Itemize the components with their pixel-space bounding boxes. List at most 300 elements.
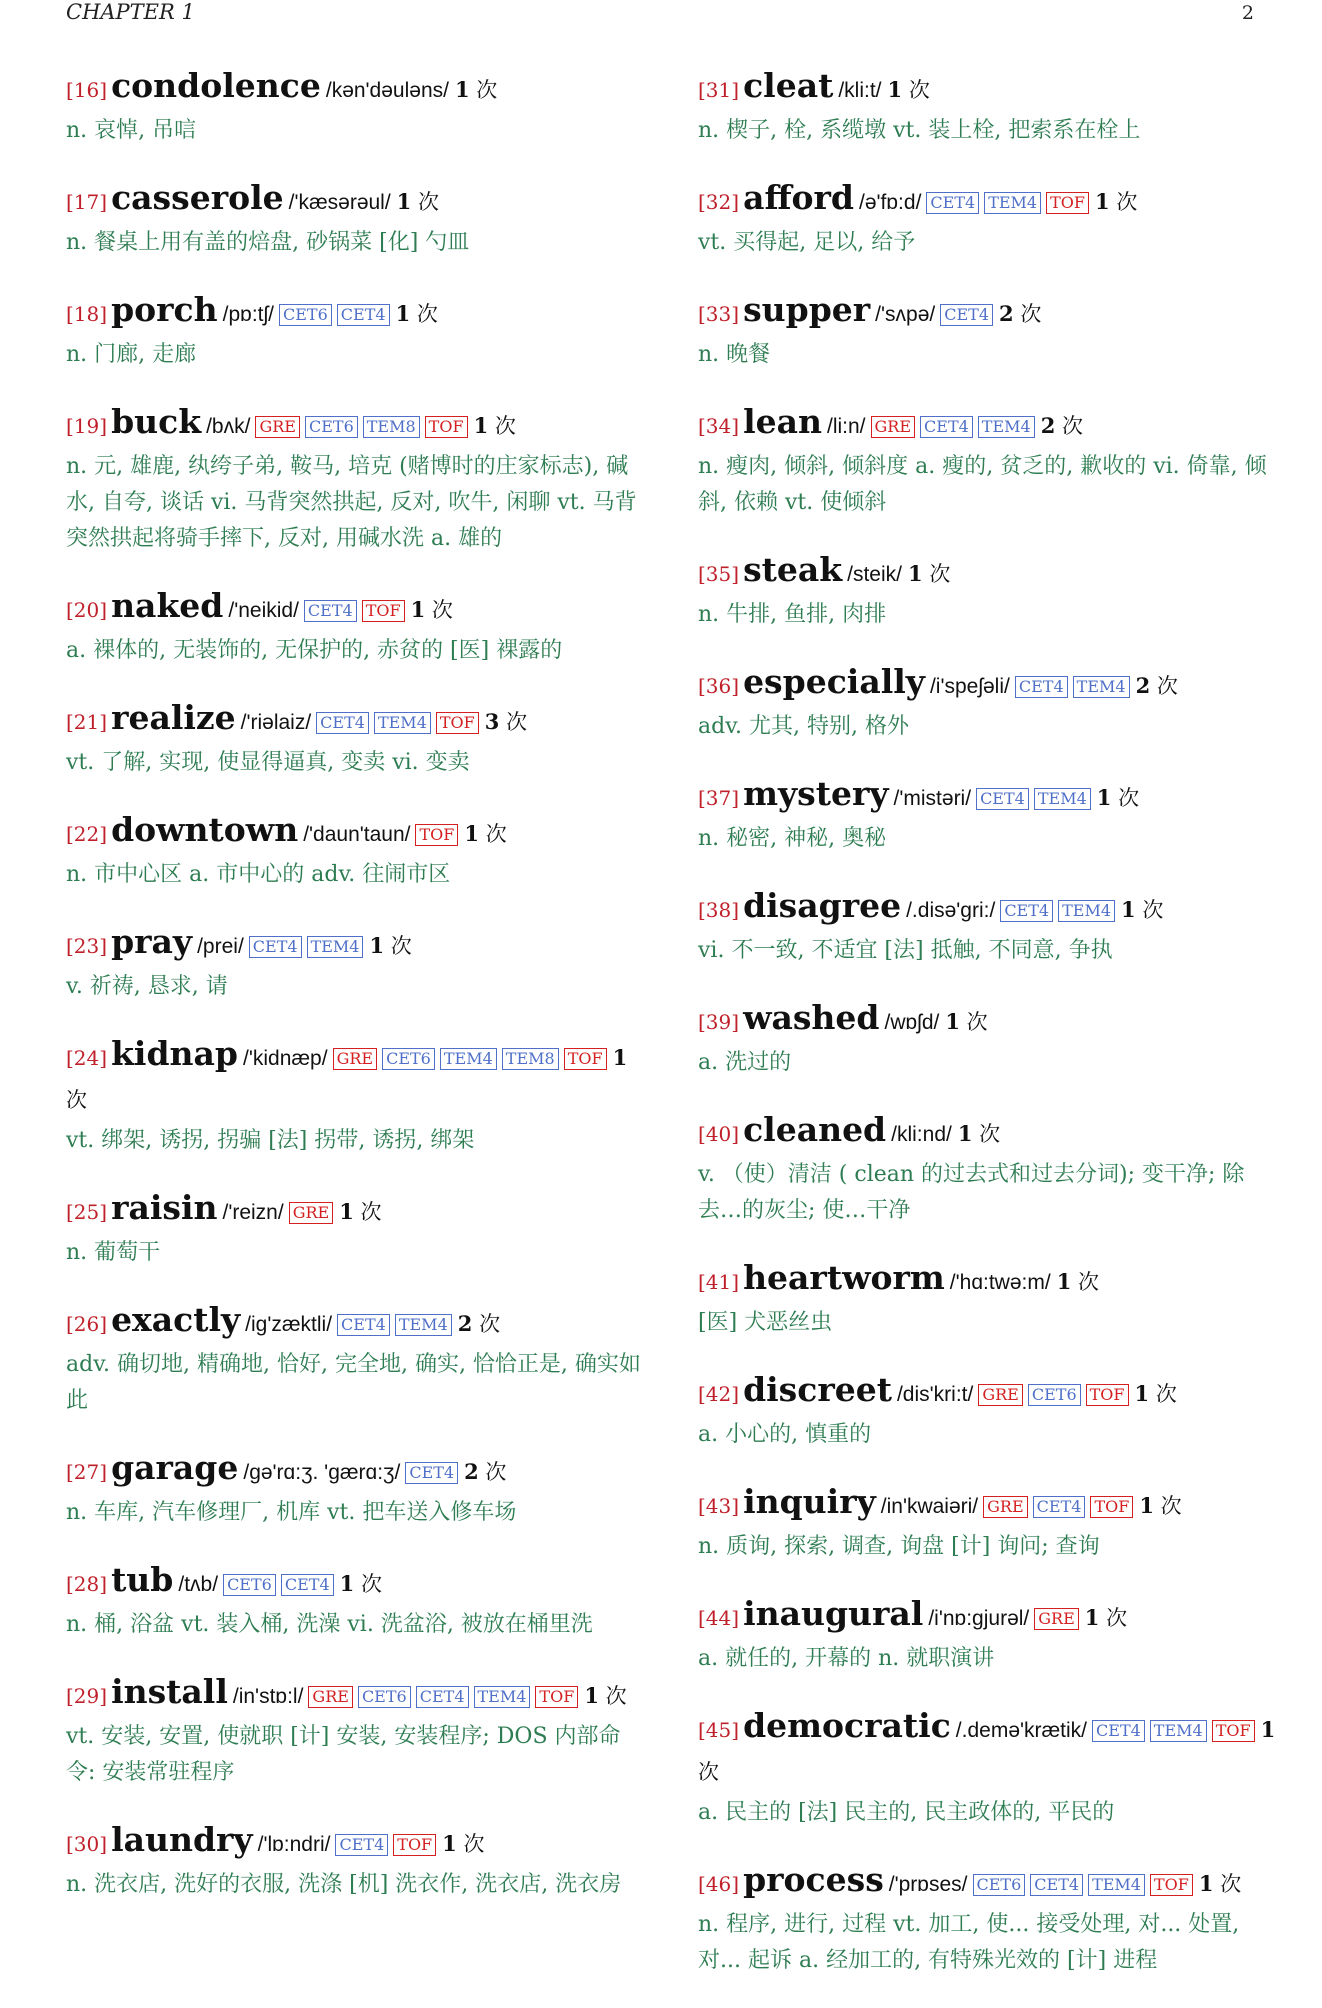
exam-tag: TEM4 (395, 1314, 452, 1336)
frequency-count (1041, 414, 1083, 438)
frequency-number: 2 (464, 1459, 479, 1484)
definition: n. 元, 雄鹿, 纨绔子弟, 鞍马, 培克 (赌博时的庄家标志), 碱水, 自夸, 谈话 vi. 马背突然拱起, 反对, 吹牛, 闲聊 vt. 马背突然拱起将骑手摔下, 反对, 用碱水洗 a. 雄的 (66, 454, 637, 551)
running-head: CHAPTER 1 (66, 0, 195, 24)
frequency-number: 1 (1134, 1381, 1150, 1406)
definition: n. 洗衣店, 洗好的衣服, 洗涤 [机] 洗衣作, 洗衣店, 洗衣房 (66, 1872, 622, 1897)
exam-tag: CET4 (335, 1834, 388, 1856)
vocab-entry (66, 66, 644, 149)
exam-tag: GRE (333, 1048, 378, 1070)
entry-number: [42] (698, 1382, 740, 1406)
entry-number: [16] (66, 78, 108, 102)
exam-tag: CET4 (249, 936, 302, 958)
entry-headline (66, 66, 644, 112)
entry-headline (66, 1300, 644, 1346)
pronunciation: /kən'dəuləns/ (325, 79, 449, 102)
entry-headline (66, 1448, 644, 1494)
frequency-unit: 次 (966, 1010, 988, 1034)
vocab-entry (66, 1300, 644, 1419)
pronunciation: /.demə'krætik/ (955, 1719, 1088, 1742)
entry-headline (698, 998, 1276, 1044)
frequency-unit: 次 (417, 190, 439, 214)
exam-tag: CET4 (926, 192, 979, 214)
vocab-entry (66, 922, 644, 1005)
frequency-number: 3 (484, 709, 500, 734)
frequency-count (442, 1832, 484, 1856)
entry-number: [29] (66, 1684, 108, 1708)
headword: supper (743, 290, 871, 329)
exam-tag: CET6 (279, 304, 332, 326)
exam-tag: TOF (415, 824, 458, 846)
frequency-unit: 次 (360, 1572, 382, 1596)
headword: especially (743, 662, 925, 701)
exam-tag: GRE (1034, 1608, 1079, 1630)
vocab-entry (698, 1482, 1276, 1565)
frequency-number: 1 (442, 1831, 457, 1856)
exam-tag: CET4 (304, 600, 357, 622)
exam-tag: TEM4 (474, 1686, 531, 1708)
frequency-count (458, 1312, 500, 1336)
entry-headline (698, 550, 1276, 596)
definition: v. （使）清洁 ( clean 的过去式和过去分词); 变干净; 除去…的灰尘; 使…干净 (698, 1162, 1245, 1223)
entry-headline (698, 178, 1276, 224)
frequency-count (1135, 1382, 1177, 1406)
frequency-number: 1 (1056, 1269, 1072, 1294)
entry-number: [46] (698, 1872, 740, 1896)
exam-tag: TOF (436, 712, 479, 734)
pronunciation: /in'kwaiəri/ (880, 1495, 979, 1518)
definition: vi. 不一致, 不适宜 [法] 抵触, 不同意, 争执 (698, 938, 1113, 963)
headword: washed (743, 998, 880, 1037)
right-column (698, 66, 1276, 2008)
frequency-count (1057, 1270, 1099, 1294)
entry-headline (66, 178, 644, 224)
vocab-entry (698, 1594, 1276, 1677)
definition: n. 车库, 汽车修理厂, 机库 vt. 把车送入修车场 (66, 1500, 517, 1525)
entry-number: [28] (66, 1572, 108, 1596)
pronunciation: /wɒʃd/ (884, 1011, 940, 1034)
pronunciation: /'riəlaiz/ (240, 711, 312, 734)
entry-headline (698, 1706, 1276, 1794)
headword: downtown (111, 810, 299, 849)
headword: casserole (111, 178, 284, 217)
entry-number: [35] (698, 562, 740, 586)
definition: n. 晚餐 (698, 342, 771, 367)
frequency-unit: 次 (1078, 1270, 1099, 1294)
frequency-count (1199, 1872, 1241, 1896)
frequency-number: 2 (999, 301, 1014, 326)
vocab-entry (66, 586, 644, 669)
definition: n. 牛排, 鱼排, 肉排 (698, 602, 887, 627)
entry-number: [25] (66, 1200, 108, 1224)
exam-tag: TOF (564, 1048, 607, 1070)
frequency-count (485, 710, 527, 734)
exam-tag: TEM4 (984, 192, 1041, 214)
frequency-number: 1 (945, 1009, 960, 1034)
frequency-count (339, 1200, 381, 1224)
definition: n. 桶, 浴盆 vt. 装入桶, 洗澡 vi. 洗盆浴, 被放在桶里洗 (66, 1612, 593, 1637)
frequency-count (908, 562, 950, 586)
entry-number: [34] (698, 414, 740, 438)
entry-number: [33] (698, 302, 740, 326)
definition: vt. 买得起, 足以, 给予 (698, 230, 916, 255)
exam-tag: CET4 (405, 1462, 458, 1484)
vocab-entry (698, 998, 1276, 1081)
definition: vt. 了解, 实现, 使显得逼真, 变卖 vi. 变卖 (66, 750, 470, 775)
pronunciation: /ig'zæktli/ (245, 1313, 333, 1336)
headword: disagree (743, 886, 902, 925)
exam-tag: CET4 (1000, 900, 1053, 922)
entry-number: [38] (698, 898, 740, 922)
exam-tag: TOF (535, 1686, 578, 1708)
exam-tag: TEM8 (502, 1048, 559, 1070)
entry-number: [17] (66, 190, 108, 214)
vocab-entry (698, 402, 1276, 521)
exam-tag: CET6 (382, 1048, 435, 1070)
pronunciation: /i'speʃəli/ (929, 675, 1010, 698)
entry-headline (698, 66, 1276, 112)
frequency-count (455, 78, 497, 102)
frequency-unit: 次 (1220, 1872, 1242, 1896)
vocab-entry (66, 1672, 644, 1791)
frequency-number: 1 (1121, 897, 1136, 922)
vocab-entry (698, 290, 1276, 373)
headword: buck (111, 402, 202, 441)
frequency-number: 1 (1260, 1717, 1276, 1742)
exam-tag: CET4 (1092, 1720, 1145, 1742)
frequency-unit: 次 (1020, 302, 1042, 326)
frequency-unit: 次 (416, 302, 438, 326)
frequency-unit: 次 (485, 1460, 507, 1484)
entry-headline (66, 698, 644, 744)
headword: lean (743, 402, 822, 441)
exam-tag: CET6 (358, 1686, 411, 1708)
vocab-entry (66, 1188, 644, 1271)
entry-headline (698, 402, 1276, 448)
entry-number: [36] (698, 674, 740, 698)
vocab-entry (698, 1370, 1276, 1453)
exam-tag: TOF (1150, 1874, 1193, 1896)
vocab-entry (66, 1820, 644, 1903)
headword: democratic (743, 1706, 951, 1745)
frequency-unit: 次 (1142, 898, 1164, 922)
vocab-entry (698, 774, 1276, 857)
exam-tag: CET4 (281, 1574, 334, 1596)
pronunciation: /'reizn/ (222, 1201, 284, 1224)
frequency-count (464, 1460, 506, 1484)
entry-number: [31] (698, 78, 740, 102)
exam-tag: CET6 (223, 1574, 276, 1596)
frequency-count (1095, 190, 1137, 214)
frequency-number: 1 (908, 561, 923, 586)
entry-number: [26] (66, 1312, 108, 1336)
entry-number: [45] (698, 1718, 740, 1742)
pronunciation: /ə'fɒ:d/ (859, 191, 922, 214)
entry-headline (698, 774, 1276, 820)
entry-number: [19] (66, 414, 108, 438)
entry-headline (698, 1258, 1276, 1304)
frequency-number: 1 (957, 1121, 973, 1146)
headword: discreet (743, 1370, 892, 1409)
frequency-unit: 次 (1155, 1382, 1177, 1406)
frequency-count (397, 190, 439, 214)
definition: n. 楔子, 栓, 系缆墩 vt. 装上栓, 把索系在栓上 (698, 118, 1141, 143)
pronunciation: /kli:nd/ (891, 1123, 952, 1146)
entry-number: [27] (66, 1460, 108, 1484)
pronunciation: /li:n/ (826, 415, 866, 438)
entry-headline (698, 1370, 1276, 1416)
headword: heartworm (743, 1258, 945, 1297)
pronunciation: /bʌk/ (206, 415, 251, 438)
headword: inquiry (743, 1482, 876, 1521)
entry-headline (698, 290, 1276, 336)
exam-tag: CET4 (337, 1314, 390, 1336)
frequency-count (369, 934, 411, 958)
entry-headline (66, 1034, 644, 1122)
frequency-number: 1 (473, 413, 489, 438)
definition: n. 哀悼, 吊唁 (66, 118, 197, 143)
pronunciation: /.disə'gri:/ (906, 899, 996, 922)
pronunciation: /'hɑ:twə:m/ (949, 1271, 1051, 1294)
headword: cleaned (743, 1110, 887, 1149)
definition: adv. 确切地, 精确地, 恰好, 完全地, 确实, 恰恰正是, 确实如此 (66, 1352, 641, 1413)
exam-tag: CET4 (316, 712, 369, 734)
entry-number: [43] (698, 1494, 740, 1518)
vocab-entry (698, 1706, 1276, 1831)
frequency-count (1139, 1494, 1181, 1518)
headword: raisin (111, 1188, 218, 1227)
pronunciation: /'sʌpə/ (875, 303, 936, 326)
headword: inaugural (743, 1594, 924, 1633)
exam-tag: TEM4 (1073, 676, 1130, 698)
exam-tag: CET4 (920, 416, 973, 438)
entry-number: [37] (698, 786, 740, 810)
definition: vt. 绑架, 诱拐, 拐骗 [法] 拐带, 诱拐, 绑架 (66, 1128, 475, 1153)
entry-headline (698, 1482, 1276, 1528)
vocab-entry (66, 698, 644, 781)
frequency-unit: 次 (605, 1684, 627, 1708)
frequency-number: 1 (1084, 1605, 1100, 1630)
exam-tag: CET4 (940, 304, 993, 326)
exam-tag: TEM4 (440, 1048, 497, 1070)
frequency-number: 1 (395, 301, 411, 326)
exam-tag: GRE (983, 1496, 1028, 1518)
exam-tag: CET4 (976, 788, 1029, 810)
pronunciation: /prei/ (197, 935, 244, 958)
headword: afford (743, 178, 855, 217)
definition: n. 门廊, 走廊 (66, 342, 197, 367)
frequency-number: 1 (454, 77, 470, 102)
frequency-number: 2 (1040, 413, 1056, 438)
frequency-count (888, 78, 930, 102)
definition: v. 祈祷, 恳求, 请 (66, 974, 228, 999)
exam-tag: TOF (362, 600, 405, 622)
exam-tag: CET4 (416, 1686, 469, 1708)
pronunciation: /'prɒses/ (888, 1873, 968, 1896)
definition: a. 洗过的 (698, 1050, 792, 1075)
exam-tag: TOF (1090, 1496, 1133, 1518)
frequency-unit: 次 (1106, 1606, 1128, 1630)
entry-number: [39] (698, 1010, 740, 1034)
headword: garage (111, 1448, 239, 1487)
frequency-number: 1 (1096, 785, 1112, 810)
definition: adv. 尤其, 特别, 格外 (698, 714, 909, 739)
entry-headline (66, 810, 644, 856)
frequency-number: 1 (369, 933, 385, 958)
definition: n. 程序, 进行, 过程 vt. 加工, 使... 接受处理, 对... 处置, 对... 起诉 a. 经加工的, 有特殊光效的 [计] 进程 (698, 1912, 1240, 1973)
exam-tag: GRE (289, 1202, 334, 1224)
exam-tag: TEM4 (1150, 1720, 1207, 1742)
headword: process (743, 1860, 884, 1899)
exam-tag: CET4 (1030, 1874, 1083, 1896)
exam-tag: TOF (1086, 1384, 1129, 1406)
entry-headline (698, 886, 1276, 932)
definition: n. 葡萄干 (66, 1240, 161, 1265)
headword: pray (111, 922, 193, 961)
pronunciation: /'kidnæp/ (243, 1047, 328, 1070)
headword: kidnap (111, 1034, 238, 1073)
pronunciation: /in'stɒ:l/ (232, 1685, 304, 1708)
vocab-entry (66, 1034, 644, 1159)
headword: naked (111, 586, 224, 625)
exam-tag: GRE (978, 1384, 1023, 1406)
entry-headline (66, 586, 644, 632)
vocab-entry (698, 1258, 1276, 1341)
frequency-unit: 次 (494, 414, 516, 438)
vocab-entry (66, 290, 644, 373)
vocab-entry (698, 662, 1276, 745)
entry-headline (66, 922, 644, 968)
exam-tag: GRE (308, 1686, 353, 1708)
frequency-count (584, 1684, 626, 1708)
vocab-entry (698, 886, 1276, 969)
pronunciation: /pɒ:tʃ/ (222, 303, 274, 326)
pronunciation: /tʌb/ (178, 1573, 219, 1596)
pronunciation: /'lɒ:ndri/ (257, 1833, 331, 1856)
frequency-unit: 次 (390, 934, 412, 958)
definition: vt. 安装, 安置, 使就职 [计] 安装, 安装程序; DOS 内部命令: 安装常驻程序 (66, 1724, 621, 1785)
headword: mystery (743, 774, 889, 813)
definition: n. 餐桌上用有盖的焙盘, 砂锅菜 [化] 勺皿 (66, 230, 470, 255)
definition: a. 裸体的, 无装饰的, 无保护的, 赤贫的 [医] 裸露的 (66, 638, 563, 663)
vocab-entry (698, 1110, 1276, 1229)
frequency-number: 1 (1139, 1493, 1154, 1518)
entry-headline (698, 1594, 1276, 1640)
exam-tag: TEM4 (1058, 900, 1115, 922)
exam-tag: GRE (871, 416, 916, 438)
entry-number: [24] (66, 1046, 108, 1070)
pronunciation: /'kæsərəul/ (288, 191, 391, 214)
vocab-entry (698, 178, 1276, 261)
frequency-count (340, 1572, 382, 1596)
entry-headline (66, 1560, 644, 1606)
frequency-unit: 次 (476, 78, 498, 102)
exam-tag: CET4 (1015, 676, 1068, 698)
exam-tag: CET6 (305, 416, 358, 438)
frequency-unit: 次 (929, 562, 951, 586)
entry-headline (66, 402, 644, 448)
entry-headline (66, 290, 644, 336)
entry-number: [20] (66, 598, 108, 622)
entry-number: [32] (698, 190, 740, 214)
frequency-count (1097, 786, 1139, 810)
headword: cleat (743, 66, 834, 105)
frequency-number: 2 (457, 1311, 473, 1336)
frequency-unit: 次 (908, 78, 930, 102)
frequency-unit: 次 (66, 1088, 87, 1112)
headword: condolence (111, 66, 321, 105)
entry-headline (66, 1820, 644, 1866)
vocab-entry (698, 66, 1276, 149)
frequency-number: 1 (339, 1199, 354, 1224)
entry-headline (66, 1672, 644, 1718)
vocab-entry (698, 1860, 1276, 1979)
headword: tub (111, 1560, 174, 1599)
entry-number: [23] (66, 934, 108, 958)
exam-tag: TOF (1046, 192, 1089, 214)
entry-number: [21] (66, 710, 108, 734)
frequency-unit: 次 (1116, 190, 1138, 214)
frequency-number: 1 (464, 821, 479, 846)
frequency-count (474, 414, 516, 438)
frequency-number: 1 (887, 77, 903, 102)
vocab-entry (66, 1448, 644, 1531)
exam-tag: TEM4 (1088, 1874, 1145, 1896)
exam-tag: TEM8 (363, 416, 420, 438)
entry-number: [44] (698, 1606, 740, 1630)
definition: a. 就任的, 开幕的 n. 就职演讲 (698, 1646, 995, 1671)
exam-tag: TEM4 (978, 416, 1035, 438)
frequency-number: 1 (396, 189, 412, 214)
exam-tag: GRE (255, 416, 300, 438)
definition: a. 民主的 [法] 民主的, 民主政体的, 平民的 (698, 1800, 1115, 1825)
entry-number: [41] (698, 1270, 740, 1294)
headword: install (111, 1672, 228, 1711)
frequency-unit: 次 (1160, 1494, 1182, 1518)
frequency-number: 1 (584, 1683, 599, 1708)
vocab-entry (66, 1560, 644, 1643)
pronunciation: /'mistəri/ (893, 787, 972, 810)
entry-headline (698, 1860, 1276, 1906)
exam-tag: TEM4 (1034, 788, 1091, 810)
page-number: 2 (1241, 2, 1254, 24)
frequency-unit: 次 (979, 1122, 1001, 1146)
exam-tag: TOF (393, 1834, 436, 1856)
frequency-unit: 次 (431, 598, 453, 622)
exam-tag: TEM4 (307, 936, 364, 958)
headword: steak (743, 550, 843, 589)
frequency-count (1085, 1606, 1127, 1630)
pronunciation: /i'nɒ:gjurəl/ (928, 1607, 1030, 1630)
vocab-entry (66, 178, 644, 261)
pronunciation: /'neikid/ (228, 599, 299, 622)
frequency-count (464, 822, 506, 846)
frequency-unit: 次 (1062, 414, 1084, 438)
entry-number: [22] (66, 822, 108, 846)
frequency-number: 1 (612, 1045, 628, 1070)
pronunciation: /dis'kri:t/ (896, 1383, 974, 1406)
frequency-number: 1 (1198, 1871, 1214, 1896)
frequency-count (1136, 674, 1178, 698)
frequency-unit: 次 (360, 1200, 382, 1224)
frequency-count (411, 598, 453, 622)
frequency-unit: 次 (479, 1312, 501, 1336)
frequency-number: 1 (1095, 189, 1110, 214)
frequency-unit: 次 (463, 1832, 485, 1856)
entry-number: [30] (66, 1832, 108, 1856)
headword: porch (111, 290, 218, 329)
frequency-unit: 次 (485, 822, 507, 846)
definition: n. 秘密, 神秘, 奥秘 (698, 826, 887, 851)
